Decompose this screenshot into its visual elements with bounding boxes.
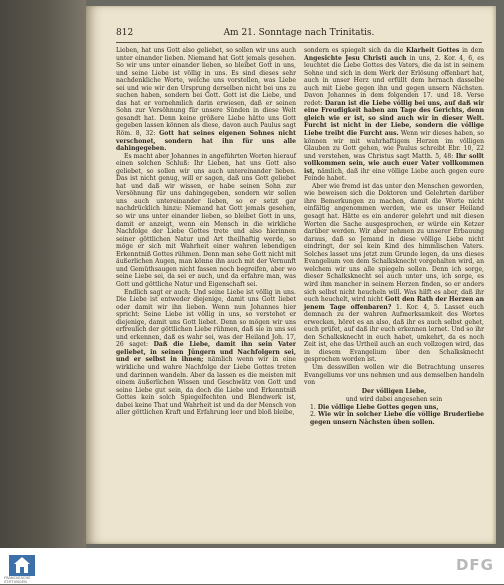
left-text-column [116,47,296,417]
paragraph: Der völligen Liebe, [361,387,427,395]
paragraph: und wird dabei angesehen sein [345,396,443,404]
paragraph: sondern es spiegelt sich da die Klarheit Gottes in dem Angesichte Jesu Christi auch in uns, 2. Kor. 4, 6, es leuchtet die Liebe Gottes des Vaters, die da ist in seinem Sohne und sich in dem Werk der Erlösung offenbart hat, auch in unser Herz und erfüllt dem hernach dasselbe auch mit Liebe gegen ihn und gegen unsern Nächsten. Davon Johannes in dem folgenden 17. und 18. Verse redet: Daran ist die Liebe völlig bei uns, auf daß wir eine Freudigkeit haben am Tage des Gerichts, denn gleich wie er ist, so sind auch wir in dieser Welt. Furcht ist nicht in der Liebe, sondern die völlige Liebe treibt die Furcht aus. Wenn wir dieses haben, so können wir mit wahrhaftigem Herzen im völligen Glauben zu Gott gehen, wie Paulus schreibt Ebr. 10, 22 und verstehen, was Christus sagt Matth. 5, 48: Ihr sollt vollkommen sein, wie auch euer Vater vollkommen ist, nämlich, daß ihr eine völlige Liebe auch gegen eure Feinde habet. [304,47,484,183]
paragraph: Lieben, hat uns Gott also geliebet, so sollen wir uns auch unter einander lieben. Niemand hat Gott jemals gesehen. So wir uns unter einander lieben, so bleibet Gott in uns, und seine Liebe ist völlig in uns. Es sind dieses sehr nachdenkliche Worte, welche uns vorstellen, was Liebe sei und wie wir den Ursprung derselben nicht bei uns zu suchen haben, sondern bei Gott. Gott ist die Liebe, und das hat er vornehmlich darin erwiesen, daß er seinen Sohn zur Versöhnung für unsere Sünden in diese Welt gesandt hat. Denn keine größere Liebe hätte uns Gott gegeben lassen können als diese, davon auch Paulus sagt Röm. 8, 32: Gott hat seines eigenen Sohnes nicht verschonet, sondern hat ihn für uns alle dahingegeben. [116,47,296,153]
paragraph: Es macht aber Johannes in angeführten Worten hierauf einen solchen Schluß: Ihr Lieben, hat uns Gott also geliebet, so sollen wir uns auch untereinander lieben. Das ist nicht genug, will er sagen, daß uns Gott geliebet hat und daß wir wissen, er habe seinen Sohn zur Versöhnung für uns dahingegeben, sondern wir sollen uns auch untereinander lieben, so er setzt gar nachdrücklich hinzu: Niemand hat Gott jemals gesehen, so wir uns unter einander lieben, so bleibet Gott in uns, damit er anzeigt, wenn ein Mensch in die wirkliche Nachfolge der Liebe Gottes trete und also hierinnen seiner göttlichen Natur und Art theilhaftig werde, so möge er sich mit Wahrheit einer wahren lebendigen Erkenntniß Gottes rühmen. Denn man sehe Gott nicht mit äußerlichen Augen, man könne ihn auch mit der Vernunft und Gemüthsaugen nicht fassen noch begreifen, aber wo seine Liebe sei, da sei er auch, und da erfahre man, was Gott und göttliche Natur und Eigenschaft sei. [116,152,296,288]
paragraph: Aber wie fremd ist das unter den Menschen geworden, wie beweisen sich die Doktoren und Gelehrten darüber ihre Bemerkungen zu machen, damit die Worte nicht einfältig angenommen werden, wie es unser Heiland gesagt hat. Hätte es ein anderer gelehrt und mit diesen Worten die Sache ausgesprochen, er würde ein Ketzer darüber werden. Wir aber nehmen zu unserer Erbauung daraus, daß so Jemand in diese völlige Liebe nicht eindringt, der sei kein Kind des himmlischen Vaters. Solches lasset uns jetzt zum Grunde legen, da uns dieses Evangelium von dem Schalksknecht vorgehalten wird, an welchem wir uns alle spiegeln sollen. Denn ich sorge, dieser Schalksknecht sei auch unter uns, ich sorge, es wird ihm mancher in seinem Herzen finden, so er anders sich selbst nicht heucheln will. Was hilft es aber, daß ihr euch heuchelt, wird nicht Gott den Rath der Herzen an jenem Tage offenbaren? 1. Kor. 4, 5. Lasset euch demnach zu der wahren Aufmerksamkeit des Wortes erwecken, höret es an also, daß ihr es auch selbst gehet, euch prüfet, auf daß ihr euch erkennen lernet. Und so ihr den Schalksknecht in euch habet, umkehrt, da es noch Zeit ist, ehe das Urtheil auch an euch vollzogen wird, das in diesem Evangelium über den Schalksknecht gesprochen worden ist. [304,182,484,364]
logo-caption: FRANCKESCHE STIFTUNGEN [4,576,31,584]
right-text-column [304,47,484,426]
page-number: 812 [116,28,134,38]
running-title: Am 21. Sonntage nach Trinitatis. [223,28,375,38]
viewer-footer [0,548,504,584]
paragraph: 1. Die völlige Liebe Gottes gegen uns, [310,403,439,411]
paragraph: Um desswillen wollen wir die Betrachtung unseres Evangeliums vor uns nehmen und aus demselben handeln von [304,363,484,387]
book-binding [0,0,86,548]
book-page [86,6,496,544]
paragraph: Endlich sagt er auch: Und seine Liebe ist völlig in uns. Die Liebe ist entweder diejenige, damit uns Gott liebet oder damit wir ihn lieben. Wenn nun Johannes hier spricht: Seine Liebe ist völlig in uns, so verstehet er diejenige, damit uns Gott liebet. Denn so mögen wir uns erfreulich der göttlichen Liebe rühmen, daß sie in uns sei und erkennen, daß es wahr sei, was der Heiland Joh. 17, 26 saget: Daß die Liebe, damit ihn sein Vater geliebet, in seinen Jüngern und Nachfolgern sei, und er selbst in ihnen; nämlich wenn wir in eine wirkliche und wahre Nachfolge der Liebe Gottes treten und darinnen wandeln. Aber da lassen es die meisten mit einem äußerlichen Wissen und Geschwätz von Gott und seine Liebe gut sein, da doch die Liebe und Erkenntniß Gottes kein solch Spiegelfechten und Blendwerk ist, dabei keine That und Wahrheit ist und da der Mensch von aller göttlichen Kraft und Erfahrung leer und bloß bleibe, [116,288,296,417]
paragraph: 2. Wie wir in solcher Liebe die völlige Bruderliebe gegen unsern Nächsten üben sollen. [310,411,484,426]
page-header [116,28,482,42]
franckesche-stiftungen-logo-icon [8,552,36,578]
dfg-logo: DFG [455,556,494,574]
header-rule [116,42,482,43]
